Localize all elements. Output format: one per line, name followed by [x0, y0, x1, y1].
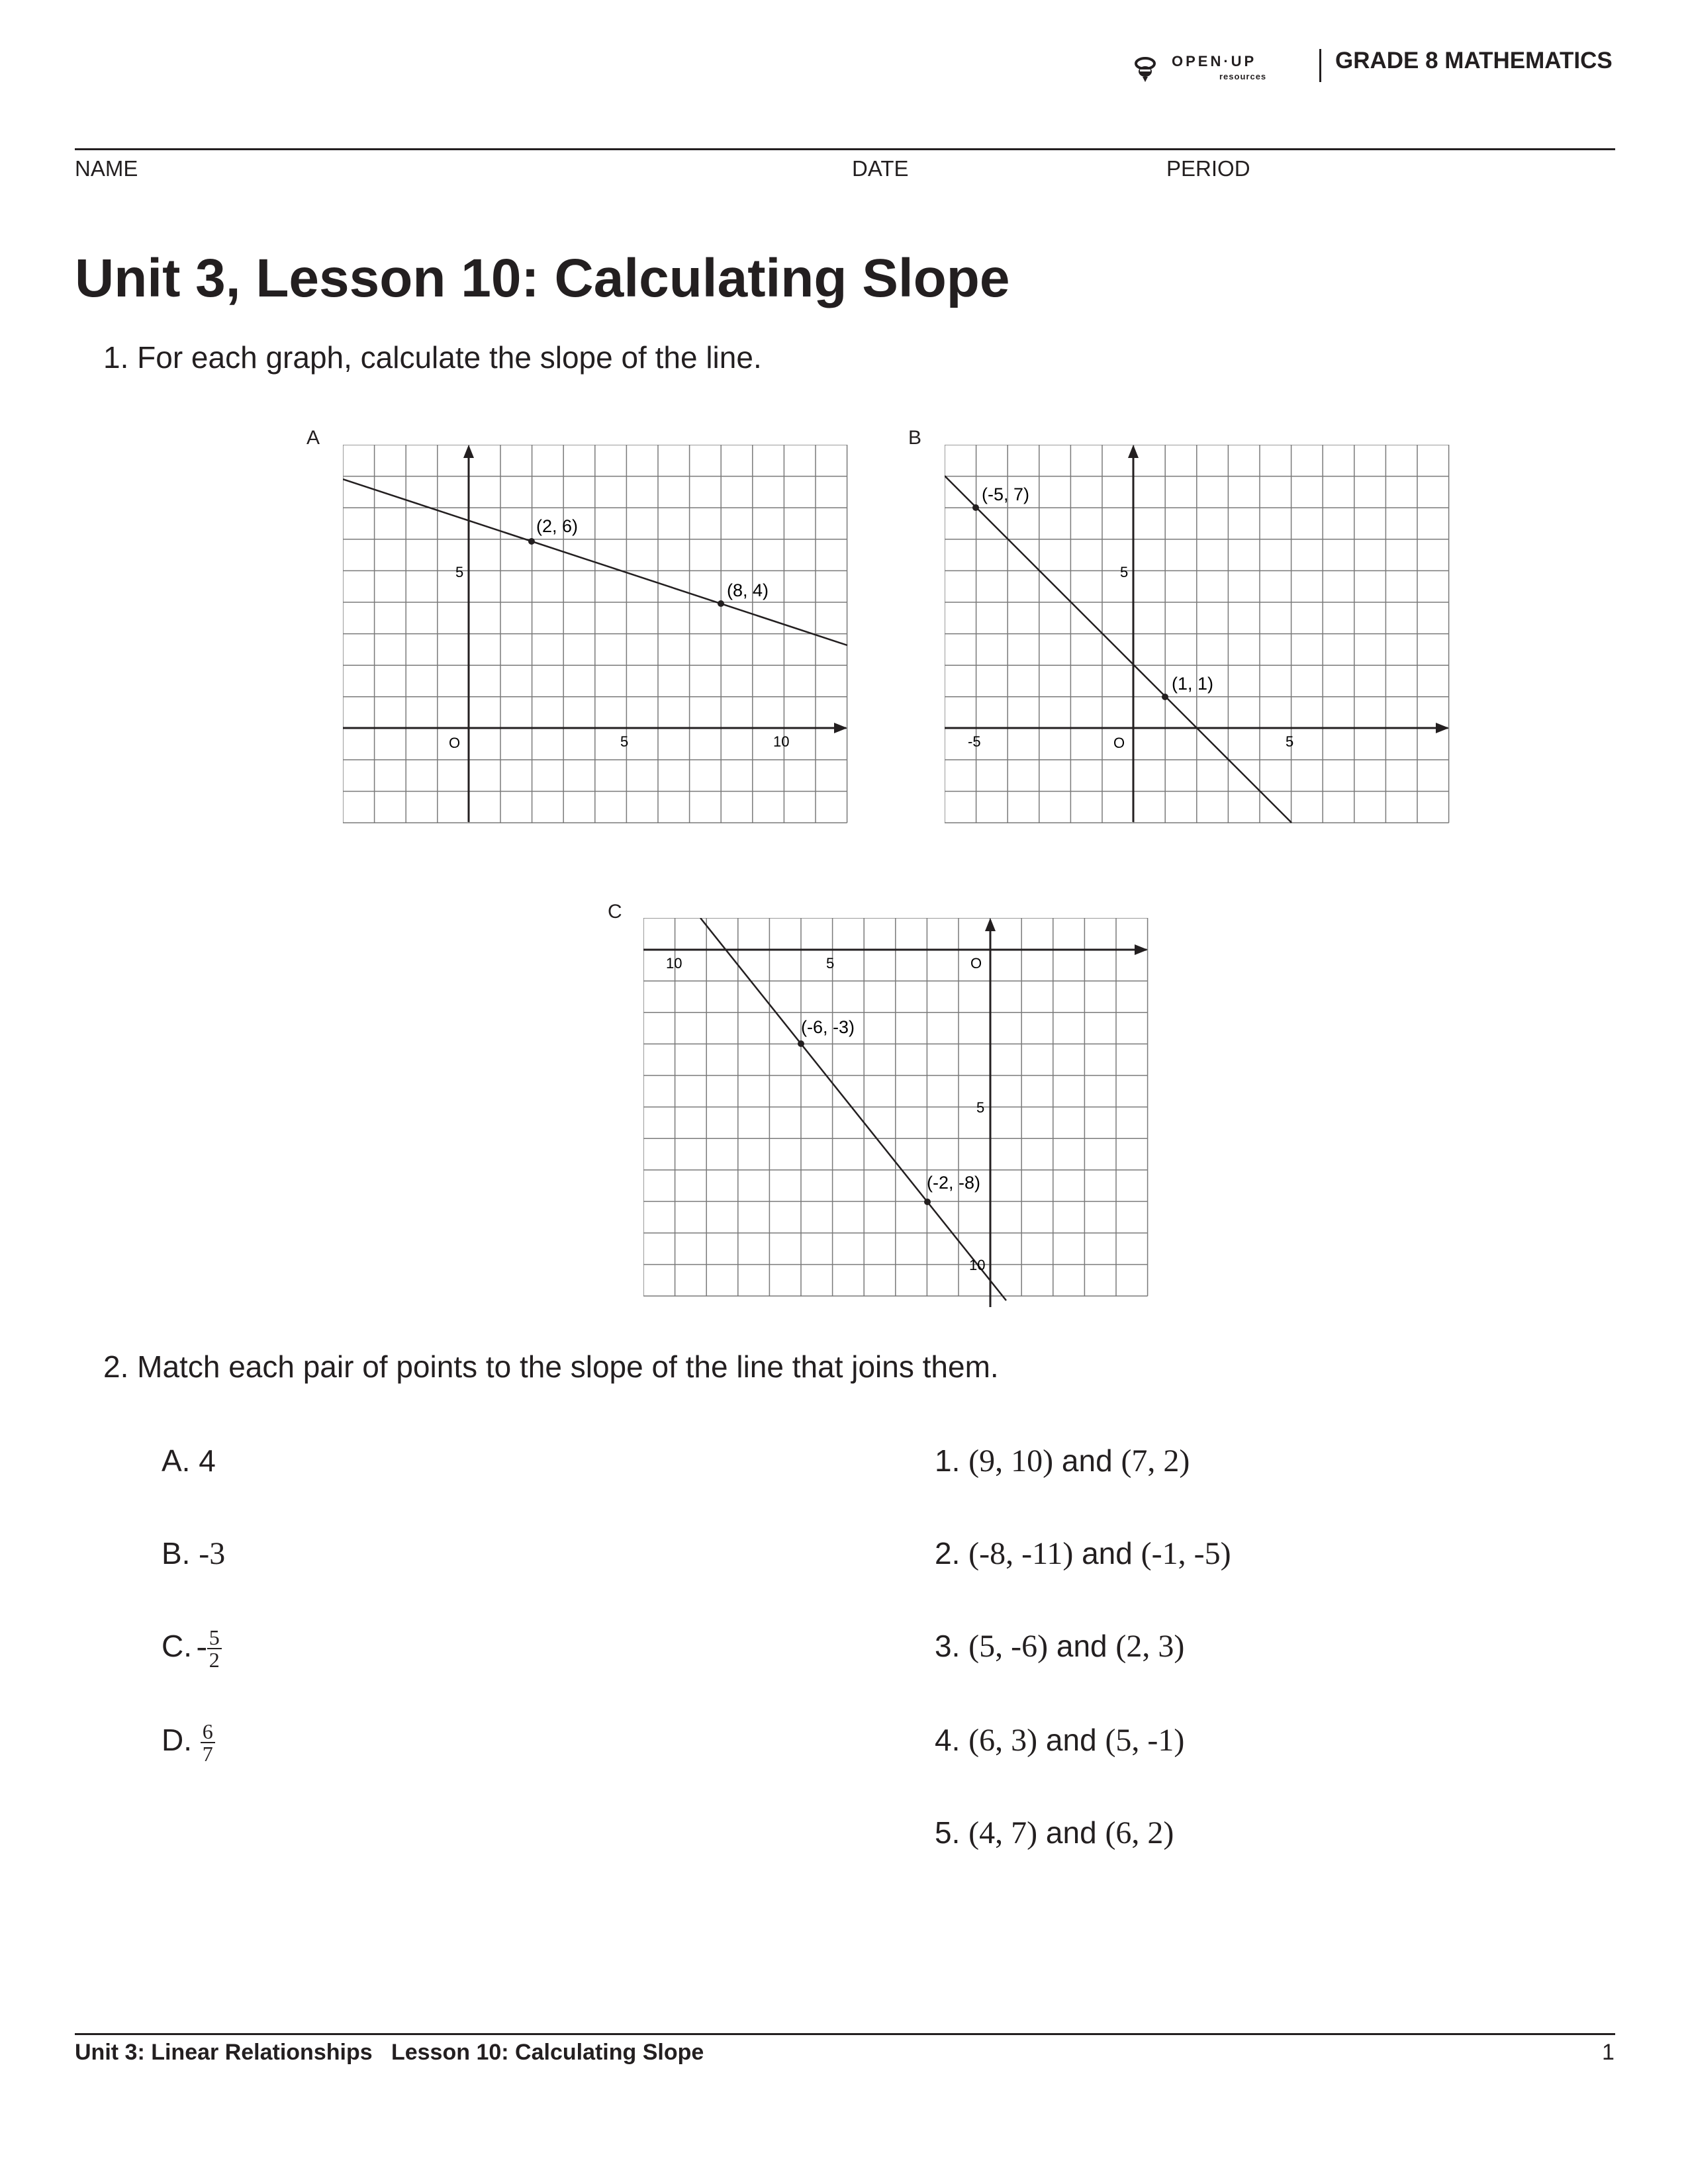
graph-b-point-1 [972, 504, 979, 511]
point-pair-1-second: (7, 2) [1121, 1443, 1190, 1479]
question-2-prompt: 2. Match each pair of points to the slope of the line that joins them. [103, 1349, 999, 1384]
graph-a-point-1-label: (2, 6) [536, 516, 579, 536]
slope-option-c [162, 1627, 222, 1670]
slope-option-d-numerator: 6 [201, 1721, 215, 1743]
footer-lesson: Lesson 10: Calculating Slope [391, 2040, 704, 2065]
slope-option-c-denominator: 2 [209, 1648, 220, 1672]
header-divider [1319, 49, 1321, 82]
graph-c-point-1-label: (-6, -3) [801, 1017, 855, 1037]
point-pair-5 [935, 1815, 1174, 1851]
question-1-prompt: 1. For each graph, calculate the slope of the line. [103, 340, 762, 375]
graph-b-point-2-label: (1, 1) [1172, 674, 1214, 694]
point-pair-2 [935, 1535, 1231, 1572]
graph-a [343, 445, 859, 834]
point-pair-4-and: and [1045, 1723, 1097, 1757]
slope-option-a-letter: A. [162, 1443, 191, 1478]
date-field-label: DATE [852, 156, 909, 181]
slope-option-d [162, 1721, 215, 1764]
graph-a-origin: O [449, 735, 461, 751]
page-title: Unit 3, Lesson 10: Calculating Slope [75, 248, 1010, 308]
point-pair-5-number: 5. [935, 1815, 961, 1850]
slope-option-c-fraction [207, 1627, 222, 1670]
graph-a-x-tick-5: 5 [620, 733, 629, 750]
point-pair-4-number: 4. [935, 1723, 961, 1757]
slope-option-b [162, 1535, 225, 1572]
slope-option-d-letter: D. [162, 1723, 192, 1758]
point-pair-1-first: (9, 10) [968, 1443, 1054, 1479]
bee-icon [1125, 48, 1165, 87]
point-pair-4 [935, 1722, 1184, 1758]
graph-a-point-2-label: (8, 4) [727, 580, 769, 600]
graph-b-point-1-label: (-5, 7) [982, 484, 1030, 504]
point-pair-3 [935, 1628, 1184, 1664]
graph-b-x-tick-5: 5 [1286, 733, 1294, 750]
slope-option-c-sign: - [196, 1629, 207, 1664]
name-rule [75, 148, 1615, 150]
point-pair-5-second: (6, 2) [1105, 1815, 1174, 1850]
grade-label: GRADE 8 MATHEMATICS [1335, 48, 1613, 73]
point-pair-2-number: 2. [935, 1536, 961, 1570]
graph-c-point-2-label: (-2, -8) [927, 1173, 980, 1193]
graph-c-point-2 [924, 1199, 931, 1205]
graph-a-y-tick-5: 5 [455, 564, 464, 580]
name-field-label: NAME [75, 156, 138, 181]
point-pair-1-number: 1. [935, 1443, 961, 1478]
graph-c-line [700, 918, 1006, 1300]
logo-subtext: resources [1219, 71, 1267, 81]
footer-text [75, 2040, 704, 2066]
graph-c-label: C [608, 901, 622, 923]
point-pair-2-and: and [1082, 1536, 1133, 1570]
point-pair-2-second: (-1, -5) [1141, 1536, 1231, 1571]
slope-option-d-denominator: 7 [202, 1742, 213, 1766]
point-pair-5-first: (4, 7) [968, 1815, 1038, 1850]
slope-option-b-letter: B. [162, 1536, 191, 1570]
point-pair-1-and: and [1061, 1443, 1113, 1478]
graph-b-point-2 [1162, 694, 1168, 700]
graph-a-label: A [306, 427, 320, 449]
graph-c [643, 918, 1160, 1307]
footer-unit: Unit 3: Linear Relationships [75, 2040, 373, 2065]
graph-a-x-tick-10: 10 [773, 733, 790, 750]
point-pair-5-and: and [1045, 1815, 1097, 1850]
point-pair-4-first: (6, 3) [968, 1723, 1038, 1758]
point-pair-3-and: and [1056, 1629, 1107, 1663]
graph-a-point-2 [718, 600, 724, 607]
point-pair-2-first: (-8, -11) [968, 1536, 1074, 1571]
graph-c-x-tick-10: 10 [666, 955, 682, 972]
graph-b [945, 445, 1461, 834]
point-pair-1 [935, 1443, 1190, 1479]
graph-c-x-tick-5: 5 [826, 955, 835, 972]
slope-option-d-fraction [201, 1721, 215, 1764]
graph-c-grid [643, 918, 1148, 1296]
slope-option-a-value: 4 [199, 1443, 216, 1478]
slope-option-b-value: -3 [199, 1536, 226, 1571]
period-field-label: PERIOD [1166, 156, 1250, 181]
graph-c-point-1 [798, 1040, 804, 1047]
graph-a-point-1 [528, 538, 535, 545]
logo-text: OPEN·UP [1172, 53, 1257, 69]
graph-b-label: B [908, 427, 922, 449]
footer-rule [75, 2033, 1615, 2035]
slope-option-c-numerator: 5 [207, 1627, 222, 1649]
graph-a-grid [343, 445, 847, 823]
graph-b-y-tick-5: 5 [1120, 564, 1129, 580]
graph-c-y-tick-10: 10 [969, 1257, 986, 1273]
point-pair-3-first: (5, -6) [968, 1629, 1049, 1664]
point-pair-4-second: (5, -1) [1105, 1723, 1185, 1758]
graph-c-origin: O [970, 955, 982, 972]
slope-option-a [162, 1443, 216, 1479]
point-pair-3-number: 3. [935, 1629, 961, 1663]
graph-b-line [945, 476, 1294, 823]
graph-b-origin: O [1113, 735, 1125, 751]
page-number: 1 [1602, 2040, 1615, 2065]
point-pair-3-second: (2, 3) [1115, 1629, 1185, 1664]
graph-c-y-tick-5: 5 [976, 1099, 985, 1116]
graph-b-x-tick-neg5: -5 [968, 733, 981, 750]
slope-option-c-letter: C. [162, 1629, 192, 1664]
